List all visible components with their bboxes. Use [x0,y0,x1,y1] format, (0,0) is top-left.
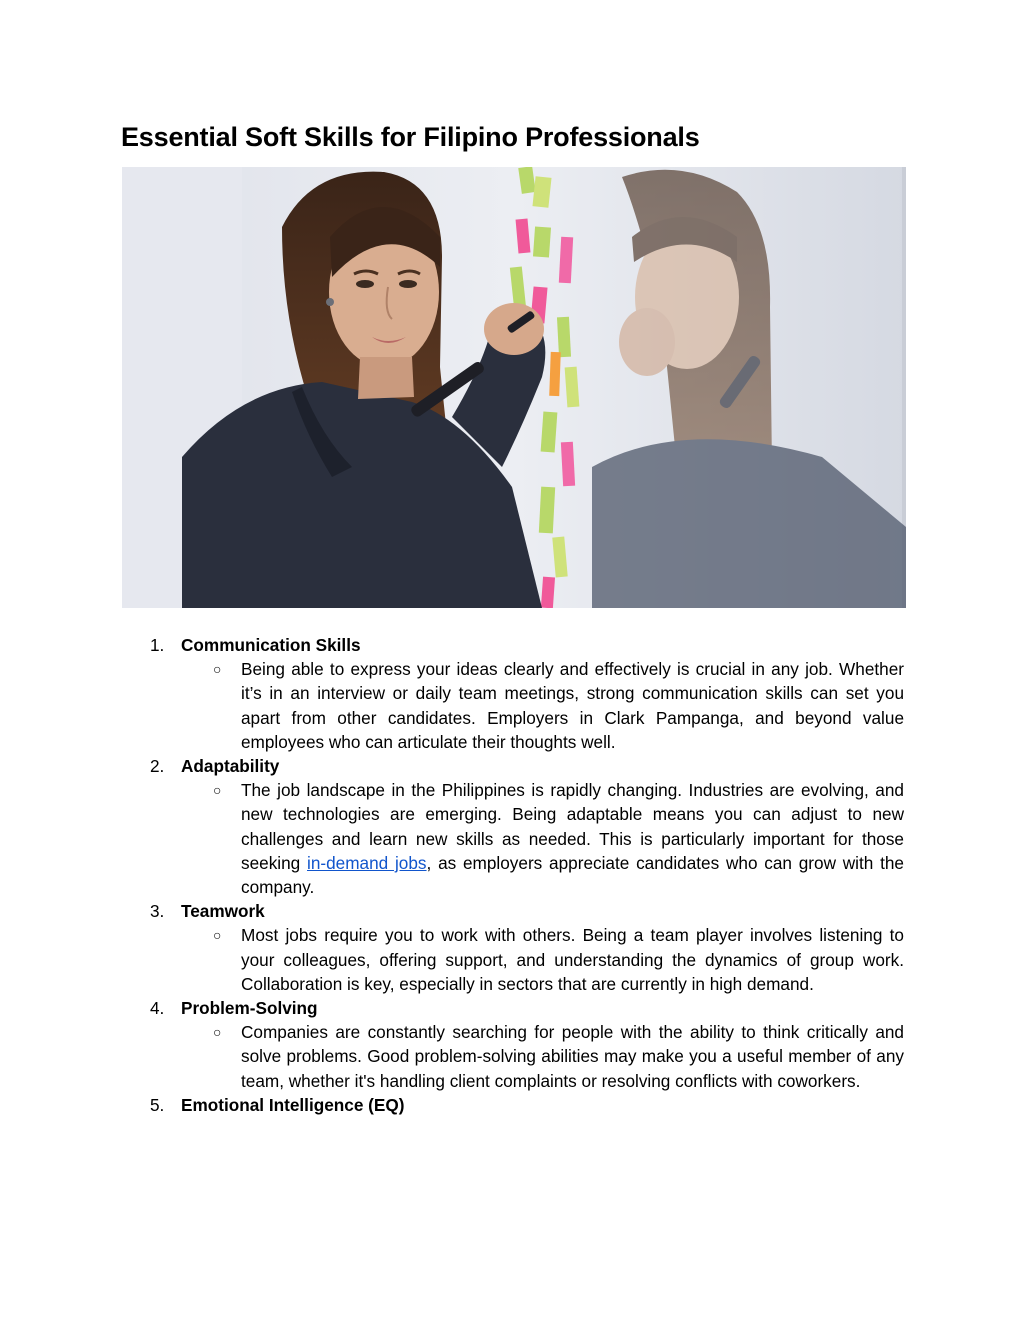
list-item [148,996,904,1093]
hollow-circle-bullet-icon: ○ [213,1024,222,1041]
hero-photo [122,167,906,608]
hollow-circle-bullet-icon: ○ [213,782,222,799]
list-item [148,633,904,754]
skill-description [181,657,904,754]
list-item [148,1093,904,1117]
skill-description [181,923,904,996]
skill-title: Emotional Intelligence (EQ) [181,1094,405,1115]
skill-description-text: Being able to express your ideas clearly and effectively is crucial in any job. Whether it’s in an interview or daily team meetings, strong communication skills can set you apart from other candidates. Employers in Clark Pampanga, and beyond value employees who can articulate their thoughts well. [241,659,904,752]
hollow-circle-bullet-icon: ○ [213,661,222,678]
list-item [148,754,904,899]
page-title: Essential Soft Skills for Filipino Professionals [121,122,700,152]
skill-description [181,1020,904,1093]
skill-description-text: Most jobs require you to work with others. Being a team player involves listening to your colleagues, offering support, and understanding the dynamics of group work. Collaboration is key, especially in sectors that are currently in high demand. [241,925,904,994]
hollow-circle-bullet-icon: ○ [213,927,222,944]
skill-description-text: The job landscape in the Philippines is rapidly changing. Industries are evolving, and new technologies are emerging. Being adaptable means you can adjust to new challenges and learn new skills as needed. This is particularly important for those seeking [241,780,904,873]
soft-skills-list [148,633,904,1117]
skill-description-text: Companies are constantly searching for people with the ability to think critically and solve problems. Good problem-solving abilities may make you a useful member of any team, whether it's handling client complaints or resolving conflicts with coworkers. [241,1022,904,1091]
skill-title: Adaptability [181,756,280,777]
skill-description-text: , as employers appreciate candidates who can grow with the company. [241,852,904,898]
list-item-number: 4. [150,998,165,1019]
list-item [148,899,904,996]
skill-description [181,778,904,899]
in-demand-jobs-link[interactable]: in-demand jobs [307,852,427,873]
skill-title: Teamwork [181,901,265,922]
list-item-number: 5. [150,1094,165,1115]
list-item-number: 1. [150,635,165,655]
list-item-number: 2. [150,756,165,777]
skill-title: Problem-Solving [181,998,318,1019]
list-item-number: 3. [150,901,165,922]
woman-writing-on-glass-illustration [122,167,906,608]
skill-title: Communication Skills [181,635,361,655]
